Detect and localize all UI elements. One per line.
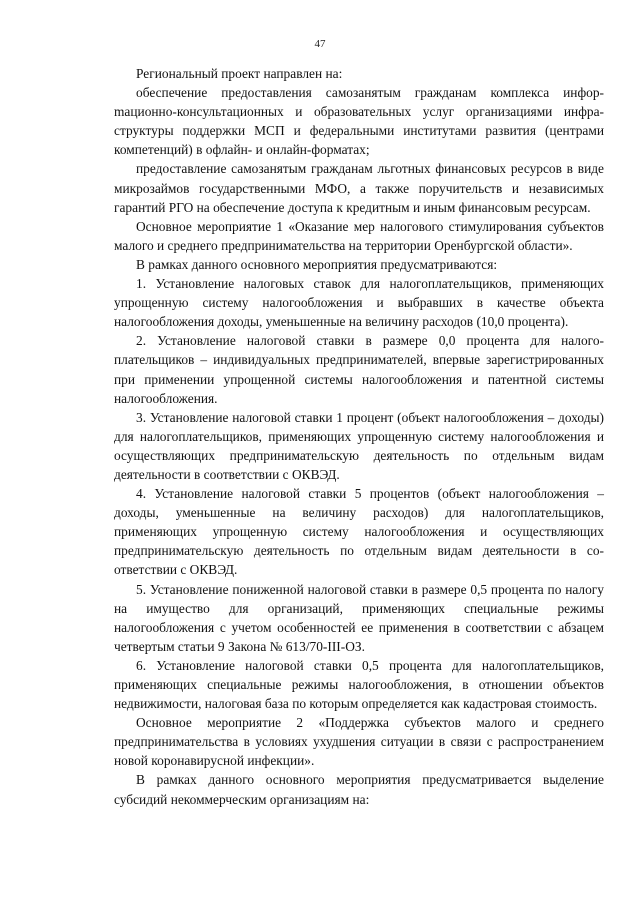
paragraph-item-5: 5. Установление пониженной налоговой ставки в размере 0,5 процента по налогу на имущество для организаций, применяющих специальные режимы налогообложения с учетом особенностей ее применения в соответствии с абзацем четвертым статьи 9 Закона № 613/70-III-ОЗ. [114,581,604,654]
paragraph-intro: Региональный проект направлен на: [136,66,343,81]
paragraph-activity-1-intro: В рамках данного основного мероприятия предусматриваются: [136,256,498,272]
page-number: 47 [314,38,326,50]
paragraph-consulting-services: обеспечение предоставления самозанятым гражданам комплекса инфорmационно-консультационных и образовательных услуг организациями инфраструктуры поддержки МСП и федеральными институтами развития (центрами компетенций) в офлайн- и онлайн-форматах; [114,85,604,158]
paragraph-item-4: 4. Установление налоговой ставки 5 процентов (объект налогообложения – доходы, уменьшенные на величину расходов) для налогоплательщиков, применяющих упрощенную систему налогообложения и осуществляющих предпринимательскую деятельность по отдельным видам деятельности в соответствии с ОКВЭД. [114,486,604,578]
paragraph-item-1: 1. Установление налоговых ставок для налогоплательщиков, применяющих упрощенную систему налогообложения и выбравших в качестве объекта налогообложения доходы, уменьшенные на величину расходов (10,0 процента). [114,276,604,330]
paragraph-item-2: 2. Установление налоговой ставки в размере 0,0 процента для налогоплательщиков – индивидуальных предпринимателей, впервые зарегистрированных при применении упрощенной системы налогообложения и патентной системы налогообложения. [114,333,604,406]
document-body [114,64,604,809]
paragraph-item-3: 3. Установление налоговой ставки 1 процент (объект налогообложения – доходы) для налогоплательщиков, применяющих упрощенную систему налогообложения и осуществляющих предпринимательскую деятельность по отдельным видам деятельности в соответствии с ОКВЭД. [114,409,604,482]
paragraph-financial-resources: предоставление самозанятым гражданам льготных финансовых ресурсов в виде микрозаймов государственными МФО, а также поручительств и независимых гарантий РГО на обеспечение доступа к кредитным и иным финансовым ресурсам. [114,161,604,215]
paragraph-main-activity-1: Основное мероприятие 1 «Оказание мер налогового стимулирования субъектов малого и среднего предпринимательства на территории Оренбургской области». [114,218,604,253]
paragraph-activity-2-intro: В рамках данного основного мероприятия предусматривается выделение субсидий некоммерческим организациям на: [114,772,604,807]
paragraph-main-activity-2: Основное мероприятие 2 «Поддержка субъектов малого и среднего предпринимательства в условиях ухудшения ситуации в связи с распространением новой коронавирусной инфекции». [114,715,604,769]
paragraph-item-6: 6. Установление налоговой ставки 0,5 процента для налогоплательщиков, применяющих специальные режимы налогообложения, в отношении объектов недвижимости, налоговая база по которым определяется как кадастровая стоимость. [114,657,604,712]
